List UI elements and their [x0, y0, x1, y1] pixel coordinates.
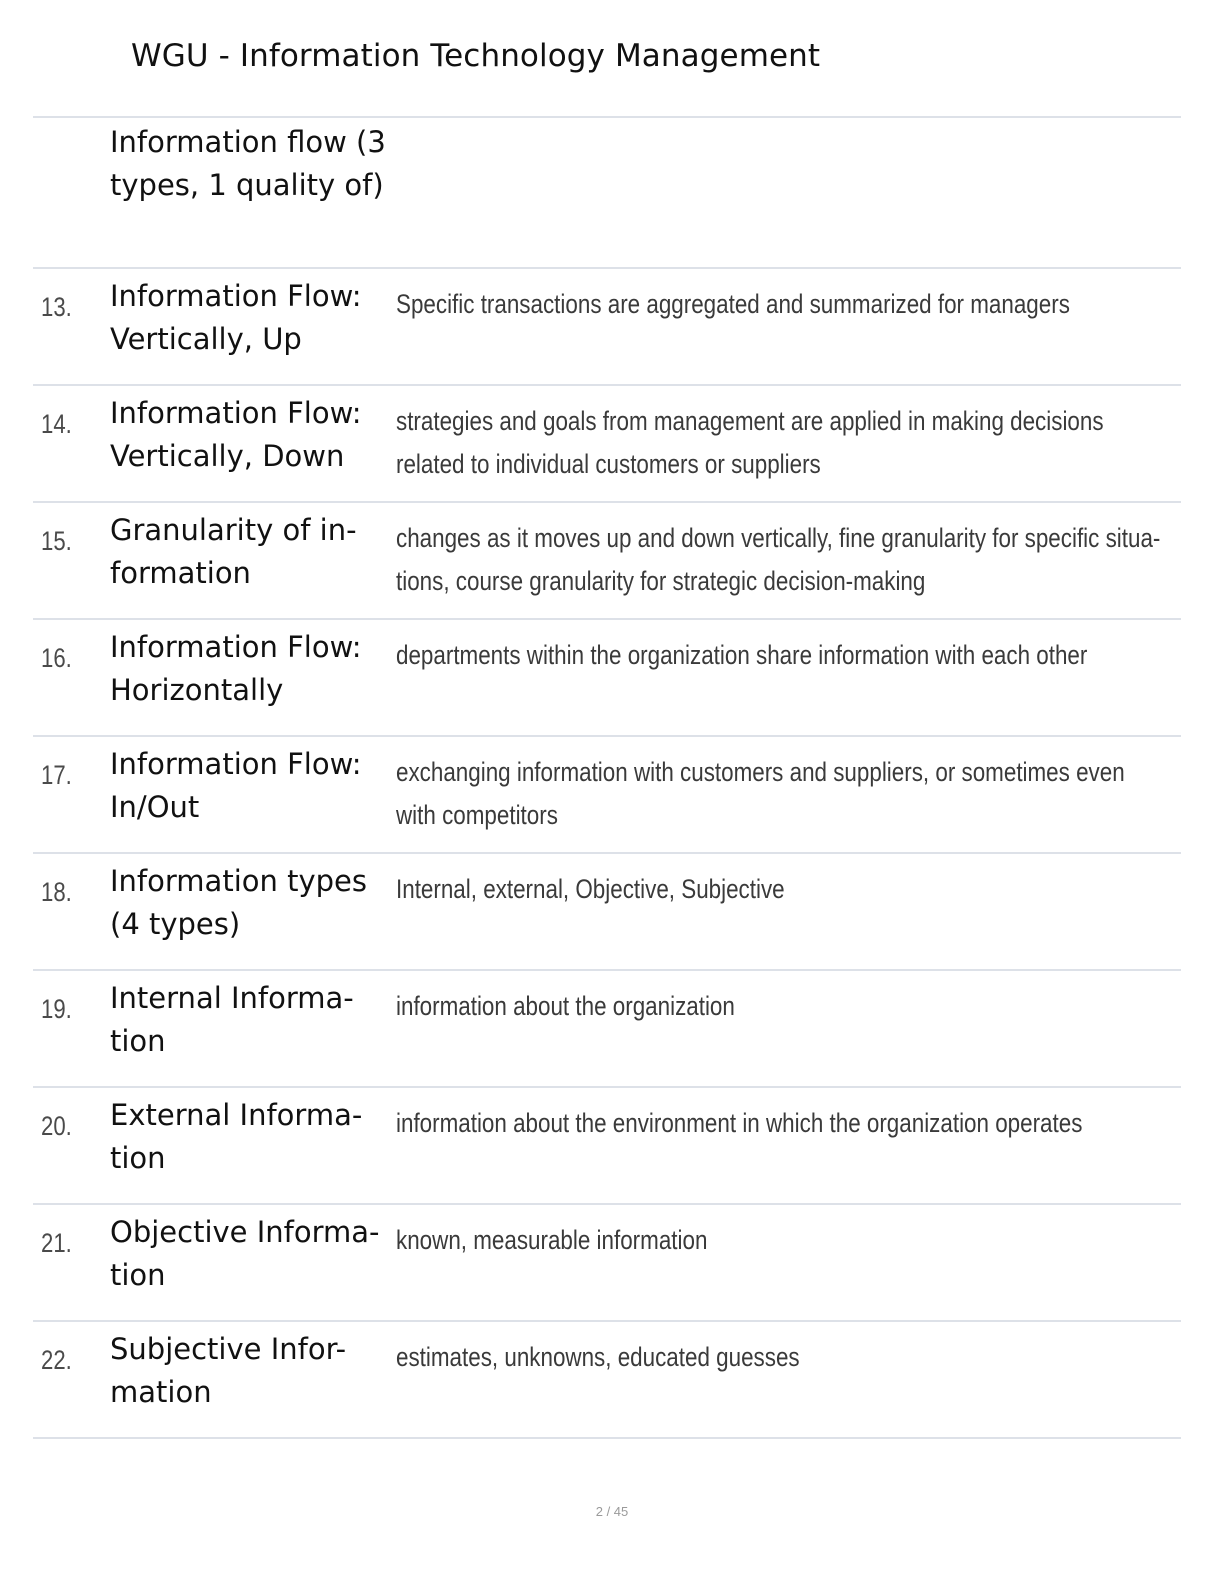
flashcard-row [33, 269, 1181, 386]
card-definition: strategies and goals from management are applied in making decisions related to individual customers or suppliers [396, 406, 1104, 479]
card-number: 21. [41, 1228, 72, 1258]
card-definition: known, measurable information [396, 1225, 708, 1255]
page-indicator: 2 / 45 [595, 1504, 629, 1519]
flashcard-row [33, 737, 1181, 854]
card-definition: information about the organization [396, 991, 735, 1021]
card-number: 18. [41, 877, 72, 907]
card-definition: departments within the organization share information with each other [396, 640, 1088, 670]
card-definition: changes as it moves up and down vertically, fine granularity for specific situa-tions, course granularity for strategic decision-making [396, 523, 1161, 596]
card-number: 22. [41, 1345, 72, 1375]
card-term: Objective Informa-tion [110, 1215, 380, 1292]
flashcard-row [33, 620, 1181, 737]
card-term: Internal Informa-tion [110, 981, 354, 1058]
flashcard-row [33, 971, 1181, 1088]
card-definition: estimates, unknowns, educated guesses [396, 1342, 800, 1372]
flashcard-row [33, 1205, 1181, 1322]
card-term: Information types (4 types) [110, 864, 367, 941]
card-number: 15. [41, 526, 72, 556]
flashcard-row [33, 118, 1181, 269]
card-number: 13. [41, 292, 72, 322]
card-term: Information flow (3 types, 1 quality of) [110, 125, 386, 202]
card-definition: Specific transactions are aggregated and summarized for managers [396, 289, 1070, 319]
card-number: 20. [41, 1111, 72, 1141]
flashcard-list [33, 116, 1181, 1439]
card-term: Information Flow: In/Out [110, 747, 362, 824]
card-term: Information Flow: Horizontally [110, 630, 362, 707]
flashcard-row [33, 1322, 1181, 1439]
page-title: WGU - Information Technology Management [131, 38, 821, 74]
card-term: Information Flow: Vertically, Down [110, 396, 362, 473]
flashcard-row [33, 854, 1181, 971]
flashcard-row [33, 1088, 1181, 1205]
card-term: Granularity of in-formation [110, 513, 357, 590]
card-term: Subjective Infor-mation [110, 1332, 347, 1409]
card-number: 14. [41, 409, 72, 439]
card-number: 19. [41, 994, 72, 1024]
card-term: Information Flow: Vertically, Up [110, 279, 362, 356]
card-number: 17. [41, 760, 72, 790]
card-definition: Internal, external, Objective, Subjective [396, 874, 785, 904]
card-definition: information about the environment in which the organization operates [396, 1108, 1083, 1138]
card-number: 16. [41, 643, 72, 673]
flashcard-row [33, 386, 1181, 503]
card-term: External Informa-tion [110, 1098, 363, 1175]
flashcard-row [33, 503, 1181, 620]
card-definition: exchanging information with customers and suppliers, or sometimes even with competitors [396, 757, 1125, 830]
